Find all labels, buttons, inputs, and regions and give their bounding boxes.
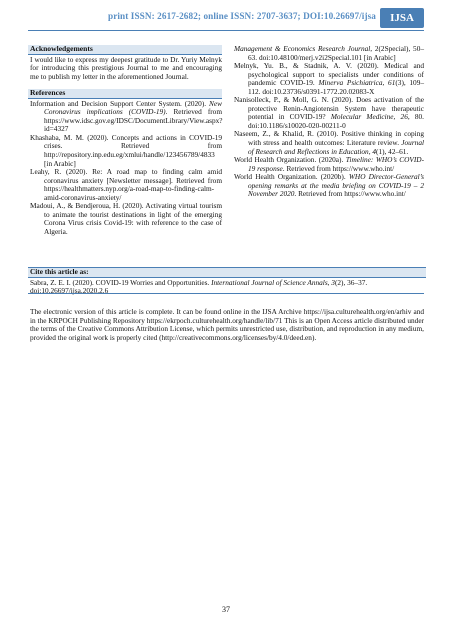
cite-bottom-rule [28,293,424,294]
open-access-note: The electronic version of this article is complete. It can be found online in the IJSA Archive https://ijsa.culturehealth.org/en/arhiv and in the KRPOCH Publishing Repository https://ekrpoch.culturehealth.org/handle/lib/71 This is an Open Access article distributed under the terms of the Creative Commons Attribution License, which permits unrestricted use, distribution, and reproduction in any medium, provided the original work is properly cited (http://creativecommons.org/licenses/by/4.0/deed.en). [30,307,424,343]
references-heading: References [28,89,222,99]
reference-post: , 80. doi:10.1186/s10020-020-00211-0 [248,112,424,130]
reference-it: New Coronavirus implications (COVID-19) [44,98,222,117]
reference-item [234,45,424,62]
reference-item [30,100,222,134]
reference-it: Molecular Medicine, 26 [330,112,408,122]
reference-pre: Melnyk, Yu. B., & Stadnik, A. V. (2020). Medical and psychological support to specialists under conditions of pandemic COVID-19. [234,61,424,88]
journal-header [28,8,424,28]
reference-pre: Nanisolleck, P., & Moll, G. N. (2020). Does activation of the protective Renin-Angiotensin System have therapeutic potential in COVID-19? [234,95,424,122]
reference-post: . Retrieved from https://www.idsc.gov.eg/IDSC/DocumentLibrary/View.aspx?id=4327 [44,107,223,134]
cite-block [30,267,424,296]
reference-item [234,96,424,130]
cite-post: (2), 36–37. doi:10.26697/ijsa.2020.2.6 [30,277,368,296]
reference-pre: Information and Decision Support Center System. (2020). [30,98,210,108]
reference-pre: Naseem, Z., & Khalid, R. (2010). Positive thinking in coping with stress and health outcomes: Literature review. [234,129,424,148]
reference-it: Minerva Psichiatrica, 61 [318,78,396,88]
reference-it: WHO Director-General’s opening remarks at the media briefing on COVID-19 – 2 November 2020 [248,172,424,199]
acknowledgements-heading: Acknowledgements [28,45,222,55]
reference-item [234,173,424,199]
reference-it: Management & Economics Research Journal [234,44,371,53]
header-rule [28,30,424,31]
reference-post: . Retrieved from https://www.who.int/ [294,189,406,199]
acknowledgements-text: I would like to express my deepest gratitude to Dr. Yuriy Melnyk for introducing this prestigious Journal to me and encouraging me to publish my letter in the aforementioned Journal. [30,54,222,81]
references-left [30,100,222,237]
cite-journal: International Journal of Science Annals, 3 [211,277,335,287]
reference-item [234,130,424,156]
reference-item [234,62,424,96]
cite-label: Cite this article as: [28,267,426,278]
reference-item [234,156,424,173]
references-right [234,45,424,199]
journal-logo: IJSA [380,8,424,28]
left-column [30,45,222,236]
reference-pre: Madoui, A., & Bendjeroua, H. (2020). Activating virtual tourism to animate the tourist destinations in light of the emerging Corona Virus crisis Covid-19: with reference to the case of Algeria. [30,201,222,236]
issn-line: print ISSN: 2617-2682; online ISSN: 2707-3637; DOI:10.26697/ijsa [107,11,376,21]
page-number: 37 [222,605,230,614]
reference-item [30,134,222,168]
cite-pre: Sabra, Z. E. I. (2020). COVID-19 Worries and Opportunities. [30,277,212,287]
reference-pre: Leahy, R. (2020). Re: A road map to finding calm amid coronavirus anxiety [Newsletter message]. Retrieved from https://healthmatters.nyp.org/a-road-map-to-finding-calm-amid-coronavirus-anxiety/ [30,167,222,202]
reference-pre: Khashaba, M. M. (2020). Concepts and actions in COVID-19 crises. Retrieved from http://repository.inp.edu.eg/xmlui/handle/123456789/4833 [in Arabic] [30,132,222,168]
right-column [234,45,424,199]
reference-item [30,202,222,236]
reference-post: , 2(2Special), 50–63. doi:10.48100/merj.v2i2Special.101 [in Arabic] [248,44,424,62]
reference-it: Journal of Research and Reflections in Education, 4 [248,138,424,156]
reference-post: (1), 42–61. [376,146,409,156]
reference-pre: World Health Organization. (2020a). [234,155,346,165]
reference-item [30,168,222,202]
reference-post: . Retrieved from https://www.who.int/ [282,163,395,173]
reference-it: Timeline: WHO’s COVID-19 response [248,155,424,173]
reference-pre: World Health Organization. (2020b). [234,172,349,182]
reference-post: (3), 109–112. doi:10.23736/s0391-1772.20.02083-X [248,78,424,96]
